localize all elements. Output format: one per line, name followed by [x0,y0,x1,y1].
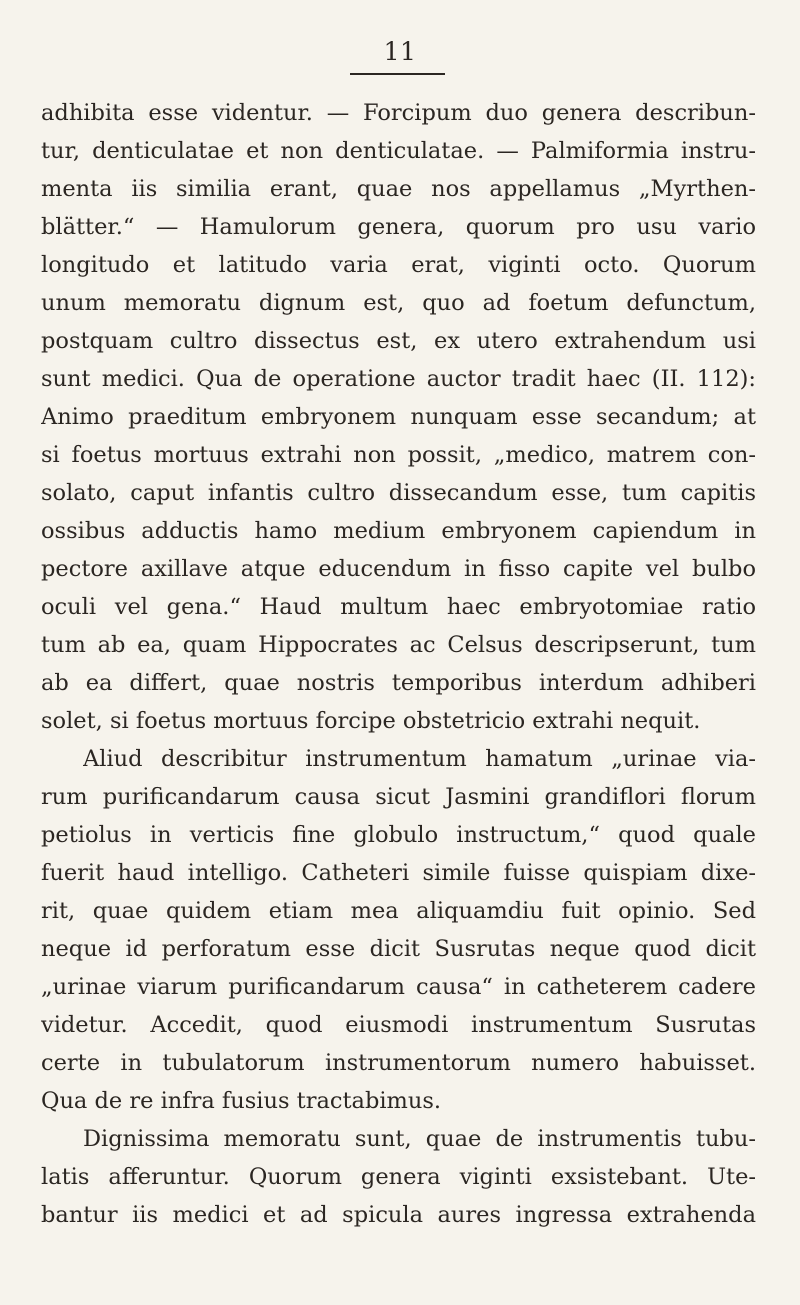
text-line: adhibita esse videntur. — Forcipum duo genera describun- [41,100,756,126]
text-line: menta iis similia erant, quae nos appellamus „Myrthen- [41,176,756,202]
header-rule [350,73,445,75]
text-line: ossibus adductis hamo medium embryonem capiendum in [41,518,756,544]
text-line: fuerit haud intelligo. Catheteri simile fuisse quispiam dixe- [41,860,756,886]
text-line: solato, caput infantis cultro dissecandum esse, tum capitis [41,480,756,506]
page-number: 11 [383,37,417,66]
text-line: tur, denticulatae et non denticulatae. — Palmiformia instru- [41,138,756,164]
text-line: „urinae viarum purificandarum causa“ in catheterem cadere [41,974,756,1000]
text-line: sunt medici. Qua de operatione auctor tradit haec (II. 112): [41,366,756,392]
text-line: Dignissima memoratu sunt, quae de instrumentis tubu- [83,1126,756,1152]
text-line: Animo praeditum embryonem nunquam esse secandum; at [41,404,756,430]
text-line: petiolus in verticis fine globulo instructum,“ quod quale [41,822,756,848]
text-line: solet, si foetus mortuus forcipe obstetricio extrahi nequit. [41,708,701,734]
text-line: certe in tubulatorum instrumentorum numero habuisset. [41,1050,756,1076]
page-header [0,38,800,66]
text-line: tum ab ea, quam Hippocrates ac Celsus descripserunt, tum [41,632,756,658]
text-line: postquam cultro dissectus est, ex utero extrahendum usi [41,328,756,354]
text-line: oculi vel gena.“ Haud multum haec embryotomiae ratio [41,594,756,620]
text-line: rum purificandarum causa sicut Jasmini grandiflori florum [41,784,756,810]
text-line: neque id perforatum esse dicit Susrutas neque quod dicit [41,936,756,962]
text-line: latis afferuntur. Quorum genera viginti exsistebant. Ute- [41,1164,756,1190]
text-line: ab ea differt, quae nostris temporibus interdum adhiberi [41,670,756,696]
text-line: longitudo et latitudo varia erat, viginti octo. Quorum [41,252,756,278]
text-line: unum memoratu dignum est, quo ad foetum defunctum, [41,290,756,316]
text-line: blätter.“ — Hamulorum genera, quorum pro usu vario [41,214,756,240]
text-line: rit, quae quidem etiam mea aliquamdiu fuit opinio. Sed [41,898,756,924]
text-line: Qua de re infra fusius tractabimus. [41,1088,442,1114]
text-line: videtur. Accedit, quod eiusmodi instrumentum Susrutas [41,1012,756,1038]
text-line: bantur iis medici et ad spicula aures ingressa extrahenda [41,1202,756,1228]
text-line: si foetus mortuus extrahi non possit, „medico, matrem con- [41,442,756,468]
text-line: Aliud describitur instrumentum hamatum „urinae via- [83,746,756,772]
text-line: pectore axillave atque educendum in fisso capite vel bulbo [41,556,756,582]
